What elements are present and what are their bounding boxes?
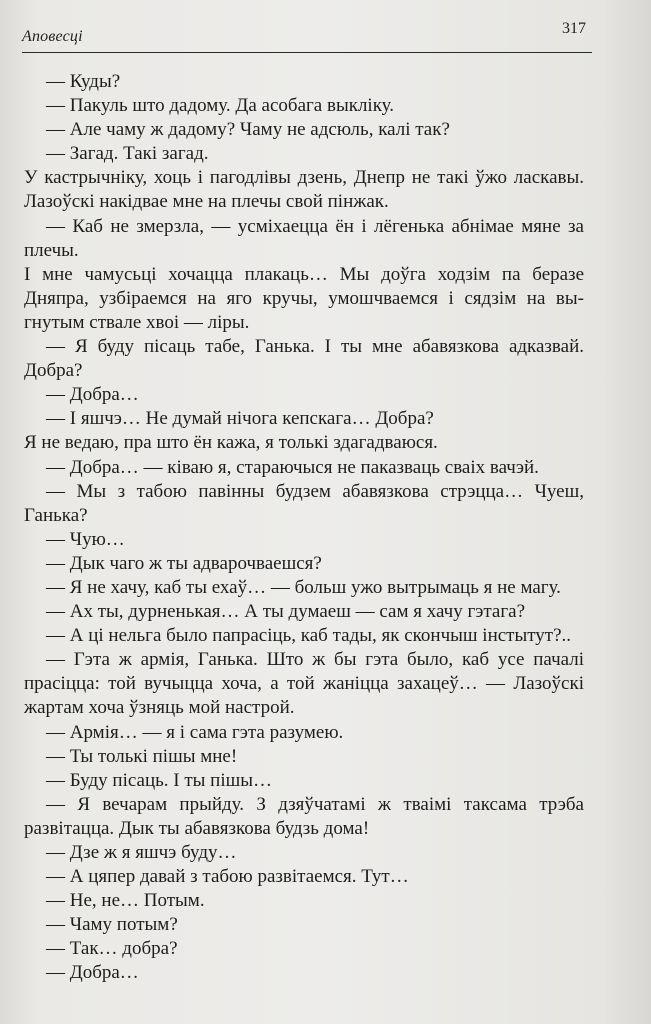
paragraph: — Я буду пісаць табе, Ганька. І ты мне абавязкова адказвай. Добра? [24,336,584,382]
header-rule [22,52,592,53]
paragraph: — Дзе ж я яшчэ буду… [46,842,237,863]
running-title: Аповесці [22,28,83,45]
paragraph: — Добра… [46,384,139,406]
paragraph: — Але чаму ж дадому? Чаму не адсюль, калі так? [46,119,450,141]
paragraph: — Мы з табою павінны будзем абавязкова стрэцца… Чуеш, Ганька? [24,480,584,526]
paragraph: — Буду пісаць. І ты пішы… [46,769,273,791]
paragraph: — Не, не… Потым. [46,890,205,912]
paragraph: — Куды? [46,71,121,92]
page-header [22,18,592,52]
paragraph: — Дык чаго ж ты адварочваешся? [46,552,322,574]
paragraph: — Ах ты, дурненькая… А ты думаеш — сам я хачу гэтага? [46,601,526,623]
paragraph: — А цяпер давай з табою развітаемся. Тут… [46,866,409,888]
body-text [24,70,584,986]
paragraph: — Ты толькі пішы мне! [46,745,238,767]
paragraph: — Чую… [46,528,125,550]
paragraph: — Я не хачу, каб ты ехаў… — больш ужо вытрымаць я не магу. [46,576,561,598]
paragraph: — Я вечарам прыйду. З дзяўчатамі ж тваімі таксама трэба развітацца. Дык ты абавязкова будзь дома! [24,793,584,839]
paragraph: — І яшчэ… Не думай нічога кепскага… Добра? [46,408,434,430]
paragraph: — Армія… — я і сама гэта разумею. [46,721,344,743]
page-number: 317 [562,20,586,37]
paragraph: У кастрычніку, хоць і пагодлівы дзень, Днепр не такі ўжо ласкавы. Лазоўскі накідвае мне на плечы свой пінжак. [24,167,584,213]
paragraph: — Добра… [46,962,139,984]
paragraph: — Добра… — ківаю я, стараючыся не паказваць сваіх вачэй. [46,456,539,478]
paragraph: — Так… добра? [46,938,178,960]
paragraph: — Гэта ж армія, Ганька. Што ж бы гэта было, каб усе пачалі прасіцца: той вучыцца хоча, а той жаніцца захацеў… — Лазоўскі жартам хоча ўзняць мой настрой. [24,649,584,719]
paragraph: І мне чамусьці хочацца плакаць… Мы доўга ходзім па беразе Дняпра, узбіраемся на яго кручы, умошчваемся і сядзім на выгнутым ствале хвоі — ліры. [24,263,584,333]
paragraph: — Каб не змерзла, — усміхаецца ён і лёгенька абнімае мяне за плечы. [24,215,584,261]
paragraph: — Пакуль што дадому. Да асобага выкліку. [46,95,395,117]
paragraph: — Чаму потым? [46,914,178,936]
paragraph: Я не ведаю, пра што ён кажа, я толькі здагадваюся. [24,432,438,454]
paragraph: — Загад. Такі загад. [46,143,209,165]
paragraph: — А ці нельга было папрасіць, каб тады, як скончыш інстытут?.. [46,625,572,647]
